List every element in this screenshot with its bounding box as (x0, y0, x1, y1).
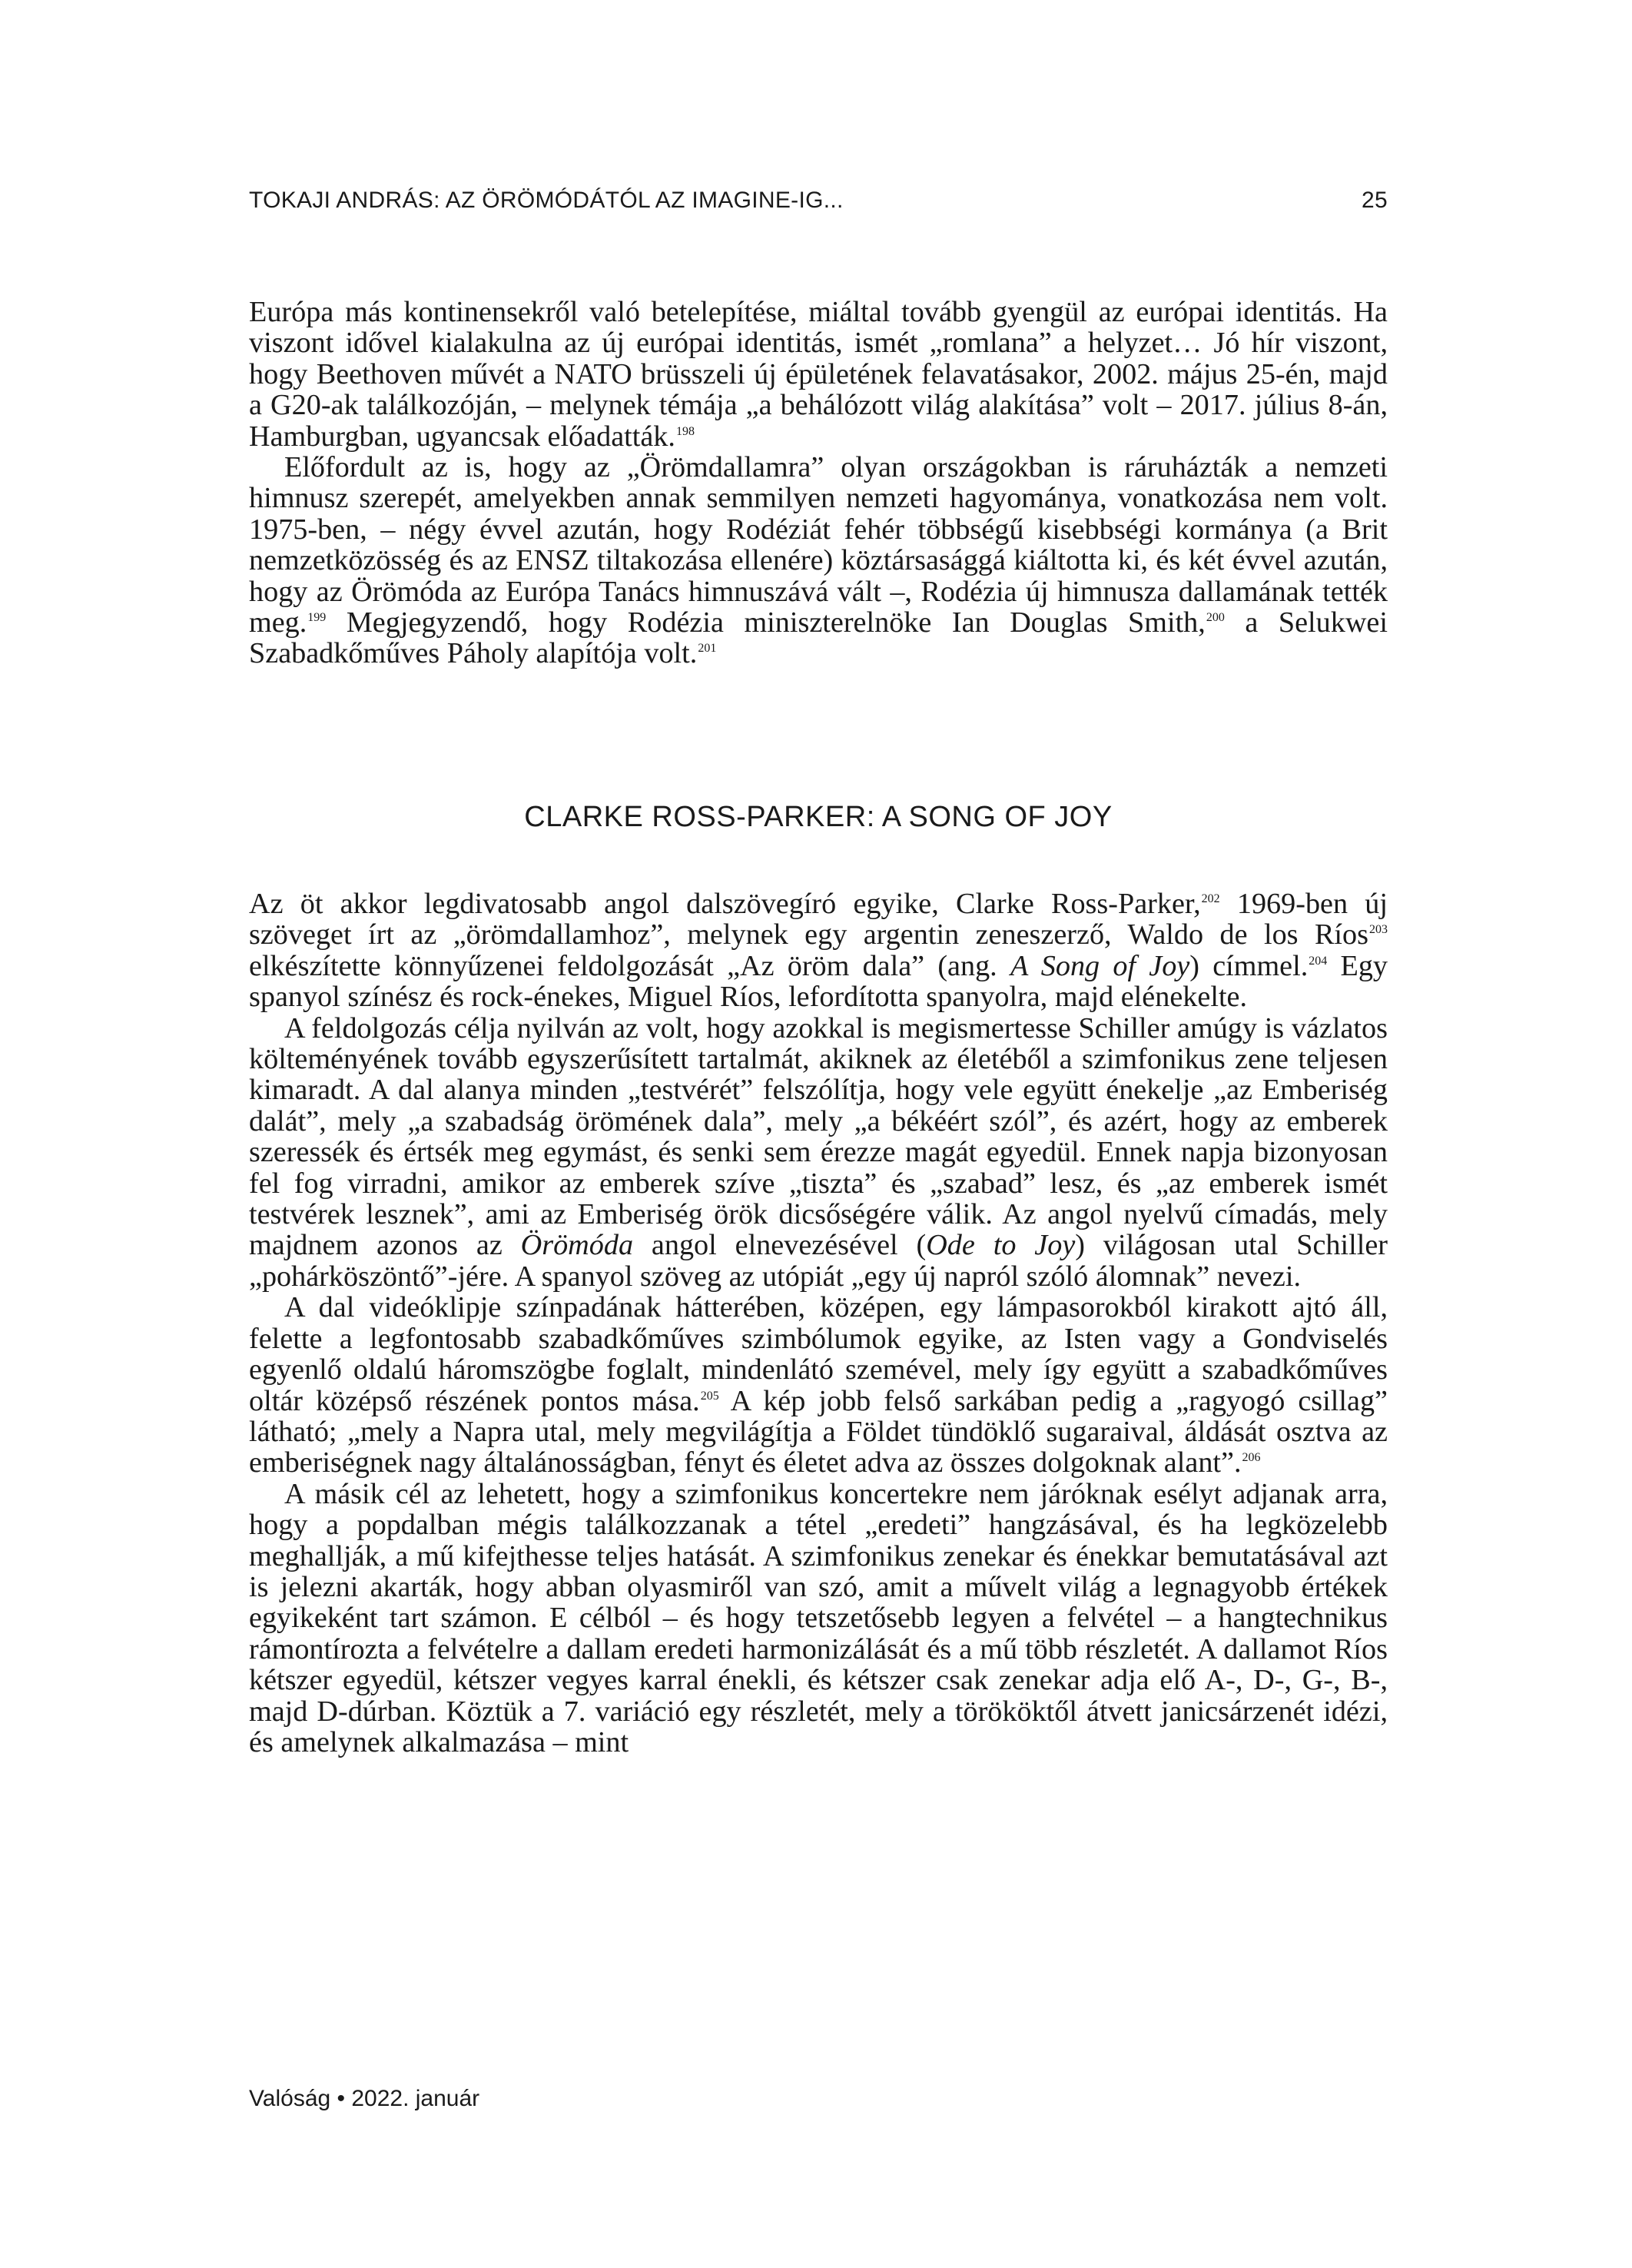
song-title: A Song of Joy (1010, 949, 1190, 982)
work-title: Ode to Joy (926, 1229, 1076, 1262)
paragraph: A másik cél az lehetett, hogy a szimfonikus koncertekre nem járóknak esélyt adjanak arra, hogy a popdalban mégis találkozzanak a tétel „eredeti” hangzásával, és ha legközelebb meghallják, a mű kifejthesse teljes hatását. A szimfonikus zenekar és énekkar bemutatásával azt is jelezni akarták, hogy abban olyasmiről van szó, amit a művelt világ a legnagyobb értékek egyikeként tart számon. E célból – és hogy tetszetősebb legyen a felvétel – a hangtechnikus rámontírozta a felvételre a dallam eredeti harmonizálását és a mű több részletét. A dallamot Ríos kétszer egyedül, kétszer vegyes karral énekli, és kétszer csak zenekar adja elő A-, D-, G-, B-, majd D-dúrban. Köztük a 7. variáció egy részletét, mely a törököktől átvett janicsárzenét idézi, és amelynek alkalmazása – mint (249, 1477, 1388, 1758)
footnote-ref[interactable]: 205 (700, 1389, 719, 1403)
footnote-ref[interactable]: 198 (675, 424, 695, 438)
footnote-ref[interactable]: 202 (1201, 892, 1220, 905)
paragraph: Előfordult az is, hogy az „Örömdallamra” olyan országokban is ráruházták a nemzeti himnusz szerepét, amelyekben annak semmilyen nemzeti hagyománya, vonatkozása nem volt. 1975-ben, – négy évvel azután, hogy Rodéziát fehér többségű kisebbségi kormánya (a Brit nemzetközösség és az ENSZ tiltakozása ellenére) köztársasággá kiáltotta ki, és két évvel azután, hogy az Örömóda az Európa Tanács himnuszává vált –, Rodézia új himnusza dallamának tették meg.$^{199}$ Megjegyzendő, hogy Rodézia miniszterelnöke Ian Douglas Smith,$^{200}$ a Selukwei Szabadkőműves Páholy alapítója volt.$^{201}$ (249, 451, 1388, 670)
paragraph: A dal videóklipje színpadának hátterében, középen, egy lámpasorokból kirakott ajtó áll, felette a legfontosabb szabadkőműves szimbólumok egyike, az Isten vagy a Gondviselés egyenlő oldalú háromszögbe foglalt, mindenlátó szemével, mely így együtt a szabadkőműves oltár középső részének pontos mása.$^{205}$ A kép jobb felső sarkában pedig a „ragyogó csillag” látható; „mely a Napra utal, mely megvilágítja a Földet tündöklő sugaraival, áldását osztva az emberiségnek nagy általánosságban, fényt és életet adva az összes dolgoknak alant”.$^{206}$ (249, 1291, 1388, 1479)
footnote-ref[interactable]: 203 (1369, 923, 1388, 937)
running-title: TOKAJI ANDRÁS: AZ ÖRÖMÓDÁTÓL AZ IMAGINE-IG... (249, 188, 844, 213)
footnote-ref[interactable]: 204 (1309, 954, 1328, 968)
page-number: 25 (1362, 188, 1388, 213)
paragraph: Az öt akkor legdivatosabb angol dalszövegíró egyike, Clarke Ross-Parker,$^{202}$ 1969-ben új szöveget írt az „örömdallamhoz”, melynek egy argentin zeneszerző, Waldo de los Ríos$^{203}$ elkészítette könnyűzenei feldolgozását „Az öröm dala” (ang. A Song of Joy) címmel.$^{204}$ Egy spanyol színész és rock-énekes, Miguel Ríos, lefordította spanyolra, majd elénekelte. (249, 888, 1388, 1014)
body-text-block-2 (249, 888, 1388, 1758)
paragraph: Európa más kontinensekről való betelepítése, miáltal tovább gyengül az európai identitás. Ha viszont idővel kialakulna az új európai identitás, ismét „romlana” a helyzet… Jó hír viszont, hogy Beethoven művét a NATO brüsszeli új épületének felavatásakor, 2002. május 25-én, majd a G20-ak találkozóján, – melynek témája „a behálózott világ alakítása” volt – 2017. július 8-án, Hamburgban, ugyancsak előadatták.$^{198}$ (249, 296, 1388, 453)
footnote-ref[interactable]: 200 (1206, 611, 1225, 625)
running-head (249, 188, 1388, 218)
work-title: Örömóda (520, 1229, 634, 1262)
body-text-block-1 (249, 297, 1388, 669)
paragraph: A feldolgozás célja nyilván az volt, hogy azokkal is megismertesse Schiller amúgy is vázlatos költeményének tovább egyszerűsített tartalmát, akiknek az életéből a szimfonikus zene teljesen kimaradt. A dal alanya minden „testvérét” felszólítja, hogy vele együtt énekelje „az Emberiség dalát”, mely „a szabadság örömének dala”, mely „a békéért szól”, és azért, hogy az emberek szeressék és értsék meg egymást, és senki sem érezze magát egyedül. Ennek napja bizonyosan fel fog virradni, amikor az emberek szíve „tiszta” és „szabad” lesz, és „az emberek ismét testvérek lesznek”, ami az Emberiség örök dicsőségére válik. Az angol nyelvű címadás, mely majdnem azonos az Örömóda angol elnevezésével (Ode to Joy) világosan utal Schiller „pohárköszöntő”-jére. A spanyol szöveg az utópiát „egy új napról szóló álomnak” nevezi. (249, 1011, 1388, 1293)
footnote-ref[interactable]: 201 (698, 642, 717, 656)
footer: Valóság • 2022. január (249, 2086, 480, 2111)
footnote-ref[interactable]: 199 (307, 611, 327, 625)
section-heading: CLARKE ROSS-PARKER: A SONG OF JOY (524, 801, 1113, 833)
footnote-ref[interactable]: 206 (1242, 1451, 1261, 1465)
